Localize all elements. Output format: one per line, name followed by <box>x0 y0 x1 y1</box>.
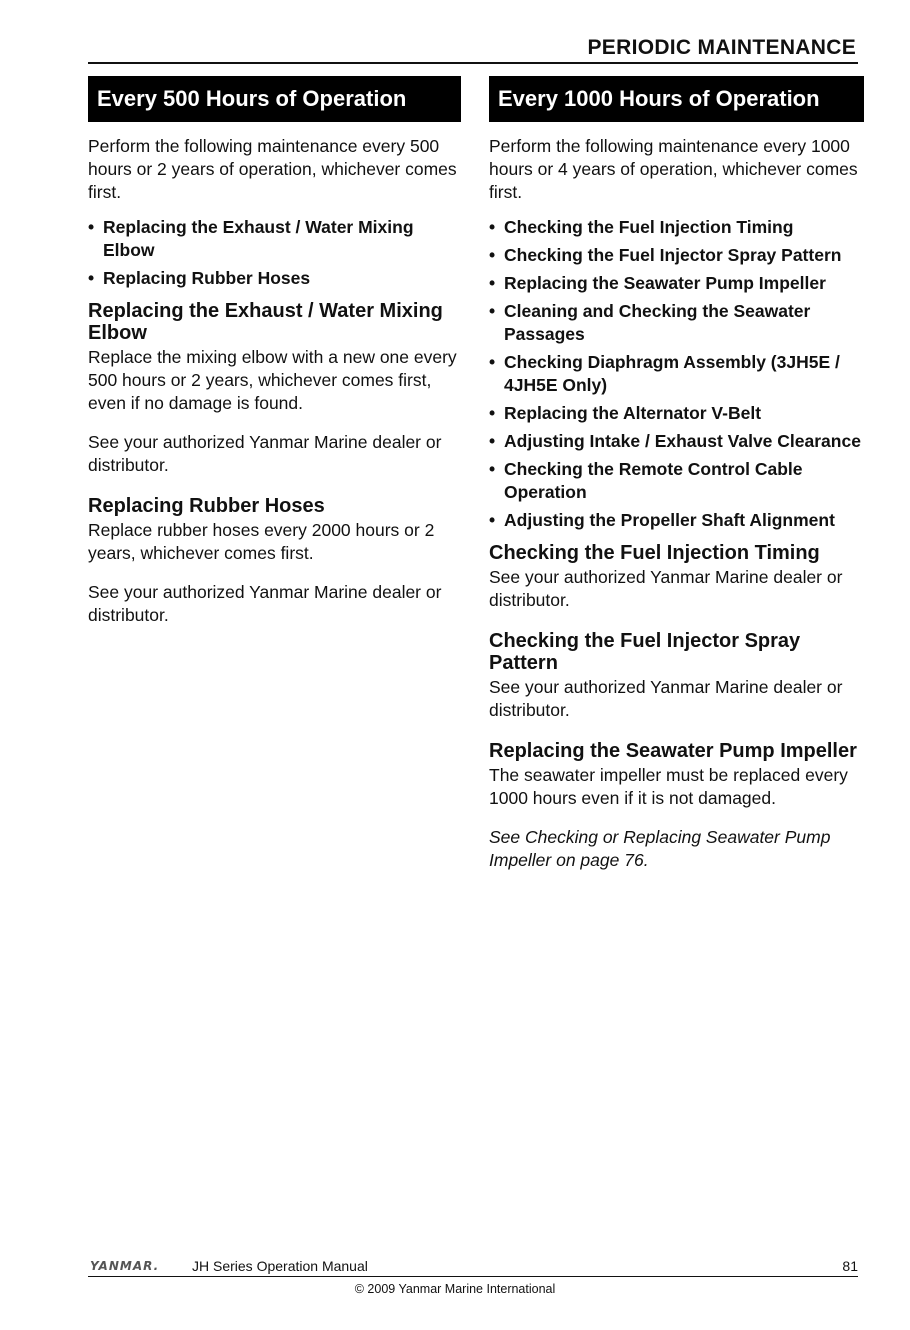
footer-rule <box>88 1276 858 1277</box>
list-item: • Checking the Fuel Injection Timing <box>489 216 864 239</box>
subheading-injection-timing: Checking the Fuel Injection Timing <box>489 542 820 564</box>
cross-reference: See Checking or Replacing Seawater Pump Impeller on page 76. <box>489 827 831 870</box>
list-item: • Checking the Remote Control Cable Operation <box>489 458 864 504</box>
paragraph: See your authorized Yanmar Marine dealer or distributor. <box>489 677 843 720</box>
manual-title: JH Series Operation Manual <box>192 1258 368 1274</box>
list-item: • Replacing Rubber Hoses <box>88 267 461 290</box>
right-intro: Perform the following maintenance every 1000 hours or 4 years of operation, whichever comes first. <box>489 136 858 202</box>
subheading-mixing-elbow: Replacing the Exhaust / Water Mixing Elbow <box>88 300 443 344</box>
yanmar-logo: YANMAR. <box>90 1259 160 1273</box>
list-item: • Replacing the Alternator V-Belt <box>489 402 864 425</box>
right-bullet-list <box>489 216 864 532</box>
list-item: • Adjusting Intake / Exhaust Valve Clearance <box>489 430 864 453</box>
list-item: • Checking the Fuel Injector Spray Pattern <box>489 244 864 267</box>
paragraph: See your authorized Yanmar Marine dealer or distributor. <box>88 432 442 475</box>
paragraph: See your authorized Yanmar Marine dealer or distributor. <box>88 582 442 625</box>
left-column <box>88 76 461 627</box>
paragraph: Replace rubber hoses every 2000 hours or 2 years, whichever comes first. <box>88 520 435 563</box>
section-title: PERIODIC MAINTENANCE <box>587 36 856 59</box>
right-column <box>489 76 864 872</box>
right-banner: Every 1000 Hours of Operation <box>489 76 864 122</box>
list-item: • Cleaning and Checking the Seawater Passages <box>489 300 864 346</box>
left-banner: Every 500 Hours of Operation <box>88 76 461 122</box>
list-item: • Replacing the Exhaust / Water Mixing Elbow <box>88 216 461 262</box>
paragraph: See your authorized Yanmar Marine dealer or distributor. <box>489 567 843 610</box>
left-intro: Perform the following maintenance every 500 hours or 2 years of operation, whichever comes first. <box>88 136 457 202</box>
left-bullet-list <box>88 216 461 290</box>
paragraph: Replace the mixing elbow with a new one every 500 hours or 2 years, whichever comes first, even if no damage is found. <box>88 347 457 413</box>
subheading-spray-pattern: Checking the Fuel Injector Spray Pattern <box>489 630 801 674</box>
page-number: 81 <box>842 1258 858 1274</box>
list-item: • Adjusting the Propeller Shaft Alignment <box>489 509 864 532</box>
copyright: © 2009 Yanmar Marine International <box>354 1282 556 1296</box>
paragraph: The seawater impeller must be replaced every 1000 hours even if it is not damaged. <box>489 765 848 808</box>
list-item: • Checking Diaphragm Assembly (3JH5E / 4JH5E Only) <box>489 351 864 397</box>
header-rule <box>88 62 858 64</box>
list-item: • Replacing the Seawater Pump Impeller <box>489 272 864 295</box>
subheading-rubber-hoses: Replacing Rubber Hoses <box>88 495 325 517</box>
subheading-pump-impeller: Replacing the Seawater Pump Impeller <box>489 740 857 762</box>
